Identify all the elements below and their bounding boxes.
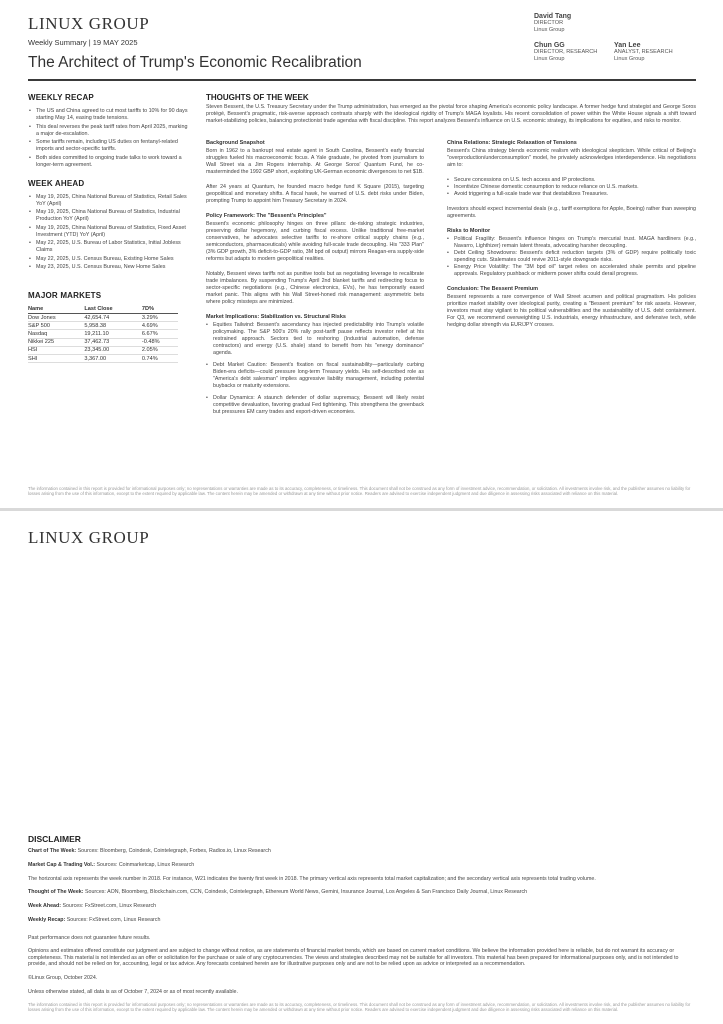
paragraph: Bessent's economic philosophy hinges on three pillars: de-risking strategic industries, preserving dollar hegemony, and curbing fiscal excess. Unlike traditional free-market conservatives, he advocates selective tariffs to re-shore critical supply chains (e.g., semiconductors, pharmaceuticals) while avoiding full-scale trade decoupling. His "333 Plan" (3% GDP growth, 3% deficit-to-GDP ratio, 3M bpd oil output) mirrors Reagan-era supply-side reforms but adapts to modern geopolitical realities. [206,221,424,262]
source-label: Chart of The Week: [28,848,77,854]
source-text: Sources: FxStreet.com, Linux Research [60,903,157,910]
paragraph: Born in 1962 to a bankrupt real estate agent in South Carolina, Bessent's early financial struggles fueled his macroeconomic focus. A Yale graduate, he pivoted from journalism to Wall Street via a Jim Rogers internship. At George Soros' Quantum Fund, he co-masterminded the 1992 GBP short, exploiting UK-German economic divergences to net $1B. [206,148,424,175]
week-ahead-list [28,194,191,272]
table-cell: SHI [28,354,84,362]
article-column-right [447,140,696,337]
source-label: Weekly Recap: [28,916,66,923]
list-item: • May 19, 2025, China National Bureau of Statistics, Industrial Production YoY (April) [28,209,191,223]
table-cell: HSI [28,346,84,354]
table-cell: -0.48% [142,338,178,346]
source-text: Sources: Bloomberg, Coindesk, Cointelegraph, Forbes, Radios.io, Linux Research [76,848,271,854]
list-item: • Energy Price Volatility: The "3M bpd oil" target relies on accelerated shale permits and pipeline approvals. Regulatory pushback or midterm power shifts could derail progress. [447,264,696,278]
list-item: • Some tariffs remain, including US duties on fentanyl-related imports and sector-specific tariffs. [28,139,191,153]
section-heading: Conclusion: The Bessent Premium [447,286,539,292]
table-cell: Dow Jones [28,314,84,322]
author-role: DIRECTOR, RESEARCH [534,49,598,55]
report-title: The Architect of Trump's Economic Recalibration [28,54,362,71]
market-implications-list [206,322,424,416]
source-text: Sources: FxStreet.com, Linux Research [65,916,161,923]
list-item: • The US and China agreed to cut most tariffs to 10% for 90 days starting May 14, easing trade tensions. [28,108,191,122]
table-row [28,322,178,330]
source-line [28,917,698,924]
week-ahead-heading: WEEK AHEAD [28,178,85,188]
list-item: • May 23, 2025, U.S. Census Bureau, New Home Sales [28,264,191,271]
source-label: Market Cap & Trading Vol.: [28,861,96,868]
list-item: • May 22, 2025, U.S. Census Bureau, Existing Home Sales [28,256,191,263]
author-org: Linux Group [614,56,645,62]
table-cell: 3,367.00 [84,354,142,362]
section-heading: Background Snapshot [206,140,265,146]
major-markets-heading: MAJOR MARKETS [28,291,102,300]
source-text: Sources: Coinmarketcap, Linux Research [95,861,195,868]
list-item: • Dollar Dynamics: A staunch defender of dollar supremacy, Bessent will likely resist competitive devaluation, favoring gradual Fed tightening. This strengthens the greenback but pressures EM carry trades and export-driven economies. [206,395,424,416]
column-header: Name [28,304,84,314]
column-header: Last Close [84,304,142,314]
table-cell: 42,654.74 [84,314,142,322]
section-heading: Policy Framework: The "Bessent's Principles" [206,213,327,219]
author-card [614,42,723,63]
table-cell: Nikkei 225 [28,338,84,346]
header-divider [28,79,696,81]
list-item: • May 22, 2025, U.S. Bureau of Labor Statistics, Initial Jobless Claims [28,240,191,254]
weekly-recap-heading: WEEKLY RECAP [28,93,94,102]
list-item: • May 19, 2025, China National Bureau of Statistics, Fixed Asset Investment (YTD) YoY (April) [28,225,191,239]
source-line [28,903,698,910]
author-org: Linux Group [534,27,565,33]
list-item: • Avoid triggering a full-scale trade war that destabilizes Treasuries. [447,191,696,198]
section-heading: China Relations: Strategic Relaxation of Tensions [447,140,577,146]
list-item: • Debt Ceiling Showdowns: Bessent's deficit reduction targets (3% of GDP) require politically toxic spending cuts. Stalemates could revive 2011-style downgrade risks. [447,250,696,264]
section-heading: Market Implications: Stabilization vs. Structural Risks [206,314,346,320]
list-item: • This deal reverses the peak tariff rates from April 2025, marking a major de-escalation. [28,124,191,138]
paragraph: The horizontal axis represents the week number in 2018. For instance, W21 indicates the twenty first week in 2018. The primary vertical axis represents total market capitalization; and the secondary vertical axis represents total trading volume. [28,875,596,882]
list-item: • Secure concessions on U.S. tech access and IP protections. [447,177,696,184]
thoughts-intro: Steven Bessent, the U.S. Treasury Secretary under the Trump administration, has emerged as the pivotal force shaping America's economic policy landscape. A former hedge fund strategist and George Soros protégé, Bessent's pragmatic, risk-averse approach contrasts sharply with the ideological rigidity of Trump's MAGA loyalists. His recent consolidation of power within the White House signals a shift toward market-stabilizing policies, balancing protectionist trade agendas with fiscal discipline. This report analyzes Bessent's influence on U.S. economic strategy, its implications for equities, and risks to monitor. [206,104,696,124]
risks-list [447,236,696,278]
table-row [28,314,178,322]
list-item: • Incentivize Chinese domestic consumption to reduce reliance on U.S. markets. [447,184,696,191]
paragraph: After 24 years at Quantum, he founded macro hedge fund K Square (2015), targeting geopolitical and monetary shifts. A fiscal hawk, he warned of U.S. debt risks under Biden, prompting Trump to appoint him Treasury Secretary in 2024. [206,184,424,204]
author-card [534,13,644,34]
table-cell: 0.74% [142,354,178,362]
major-markets-table [28,304,178,363]
company-logo: LINUX GROUP [28,14,150,33]
paragraph: Bessent represents a rare convergence of Wall Street acumen and political pragmatism. His policies prioritize market stability over ideological purity, creating a "Bessent premium" for risk assets. However, investors must stay vigilant to his political vulnerabilities and the sustainability of U.S. debt containment. For Q3, we recommend overweighting U.S. industrials, energy infrastructure, and defensive tech, while hedging dollar strength via EUR/JPY crosses. [447,294,696,328]
author-name: David Tang [534,13,572,20]
table-cell: 4.69% [142,322,178,330]
source-line [28,848,698,855]
table-cell: 3.29% [142,314,178,322]
table-row [28,338,178,346]
weekly-recap-list [28,108,191,169]
report-page-2 [0,511,723,1024]
paragraph: Investors should expect incremental deals (e.g., tariff exemptions for Apple, Boeing) rather than sweeping agreements. [447,206,696,219]
table-row [28,346,178,354]
disclaimer-body [28,848,698,1003]
table-header-row [28,304,178,314]
table-cell: 19,211.10 [84,330,142,338]
paragraph: Bessent's China strategy blends economic realism with ideological skepticism. While critical of Beijing's "overproduction/underconsumption" model, he privately acknowledges interdependence. His negotiations aim to: [447,148,696,168]
table-row [28,330,178,338]
paragraph: Opinions and estimates offered constitute our judgment and are subject to change without notice, as are statements of financial market trends, which are based on current market conditions. We believe the information provided here is reliable, but do not warrant its accuracy or completeness. This material is not intended as an offer or solicitation for the purchase or sale of any cryptocurrencies. The views and strategies described may not be suitable for all investors. This material has been prepared for informational purposes only, and is not intended to provide, and should not be relied on for, accounting, legal or tax advice. Any forecasts contained herein are for illustrative purposes only and are not to be relied upon as advice or interpreted as a recommendation. [28,948,679,968]
list-item: • Political Fragility: Bessent's influence hinges on Trump's mercurial trust. MAGA hardliners (e.g., Navarro, Lighthizer) remain latent threats, advocating harsher decoupling. [447,236,696,250]
report-page-1 [0,0,723,508]
source-line [28,889,698,896]
paragraph: Notably, Bessent views tariffs not as punitive tools but as negotiating leverage to recalibrate trade imbalances. By suspending Trump's April 2nd blanket tariffs and redirecting focus to sector-specific negotiations (e.g., Chinese electronics, EVs), he has temporarily eased market panic. This aligns with his Wall Street-honed risk management: asymmetric bets where policy missteps are minimized. [206,271,424,305]
table-cell: 2.05% [142,346,178,354]
author-role: DIRECTOR [534,20,564,26]
table-cell: S&P 500 [28,322,84,330]
table-cell: Nasdaq [28,330,84,338]
author-name: Chun GG [534,42,565,49]
report-subtitle: Weekly Summary | 19 MAY 2025 [28,38,138,47]
list-item: • Both sides committed to ongoing trade talks to work toward a longer-term agreement. [28,155,191,169]
thoughts-heading: THOUGHTS OF THE WEEK [206,93,309,102]
table-cell: 6.67% [142,330,178,338]
paragraph: ©Linux Group, October 2024. [28,975,98,982]
source-line [28,862,698,869]
table-row [28,354,178,362]
column-header: 7D% [142,304,178,314]
section-heading: Risks to Monitor [447,228,491,234]
company-logo: LINUX GROUP [28,528,150,547]
list-item: • May 19, 2025, China National Bureau of Statistics, Retail Sales YoY (April) [28,194,191,208]
article-column-left [206,140,424,416]
sidebar-column [28,93,191,363]
paragraph: Past performance does not guarantee future results. [28,934,151,941]
author-role: ANALYST, RESEARCH [614,49,673,55]
source-text: Sources: AON, Bloomberg, Blockchain.com, CCN, Coindesk, Cointelegraph, Ethereum World News, Gemini, Insurance Journal, Los Angeles & San Francisco Daily Journal, Linux Research [83,889,528,896]
disclaimer-heading: DISCLAIMER [28,834,81,844]
legal-footer: The information contained in this report is provided for informational purposes only; no representations or warranties are made as to its accuracy, completeness, or timeliness. This document shall not be construed as any form of investment advice, recommendation, or solicitation. All investments involve risk, and the publisher assumes no liability for losses arising from the use of this information, except to the extent required by applicable law. The content herein may be amended or withdrawn at any time without prior notice. Readers are advised to exercise independent judgment and due diligence in assessing risks associated with reliance on this material. [28,486,691,497]
table-cell: 37,462.73 [84,338,142,346]
table-cell: 5,958.38 [84,322,142,330]
table-cell: 23,345.00 [84,346,142,354]
china-aims-list [447,177,696,198]
list-item: • Debt Market Caution: Bessent's fixation on fiscal sustainability—particularly curbing Biden-era deficits—could pressure long-term Treasury yields. His self-described role as "America's debt salesman" implies aggressive liability management, including potential buybacks or maturity extensions. [206,362,424,390]
source-label: Thought of The Week: [28,889,84,896]
paragraph: Unless otherwise stated, all data is as of October 7, 2024 or as of most recently available. [28,989,238,996]
author-name: Yan Lee [614,42,641,49]
source-label: Week Ahead: [28,903,61,910]
author-org: Linux Group [534,56,565,62]
list-item: • Equities Tailwind: Bessent's ascendancy has injected predictability into Trump's volatile policymaking. The S&P 500's 20% rally post-tariff pause reflects investor relief at his restrained approach. Sectors tied to reshoring (Industrial automation, defense contractors) and energy (U.S. shale) stand to benefit from his "energy dominance" agenda. [206,322,424,357]
legal-footer: The information contained in this report is provided for informational purposes only; no representations or warranties are made as to its accuracy, completeness, or timeliness. This document shall not be construed as any form of investment advice, recommendation, or solicitation. All investments involve risk, and the publisher assumes no liability for losses arising from the use of this information, except to the extent required by applicable law. The content herein may be amended or withdrawn at any time without prior notice. Readers are advised to exercise independent judgment and due diligence in assessing risks associated with reliance on this material. [28,1002,691,1013]
